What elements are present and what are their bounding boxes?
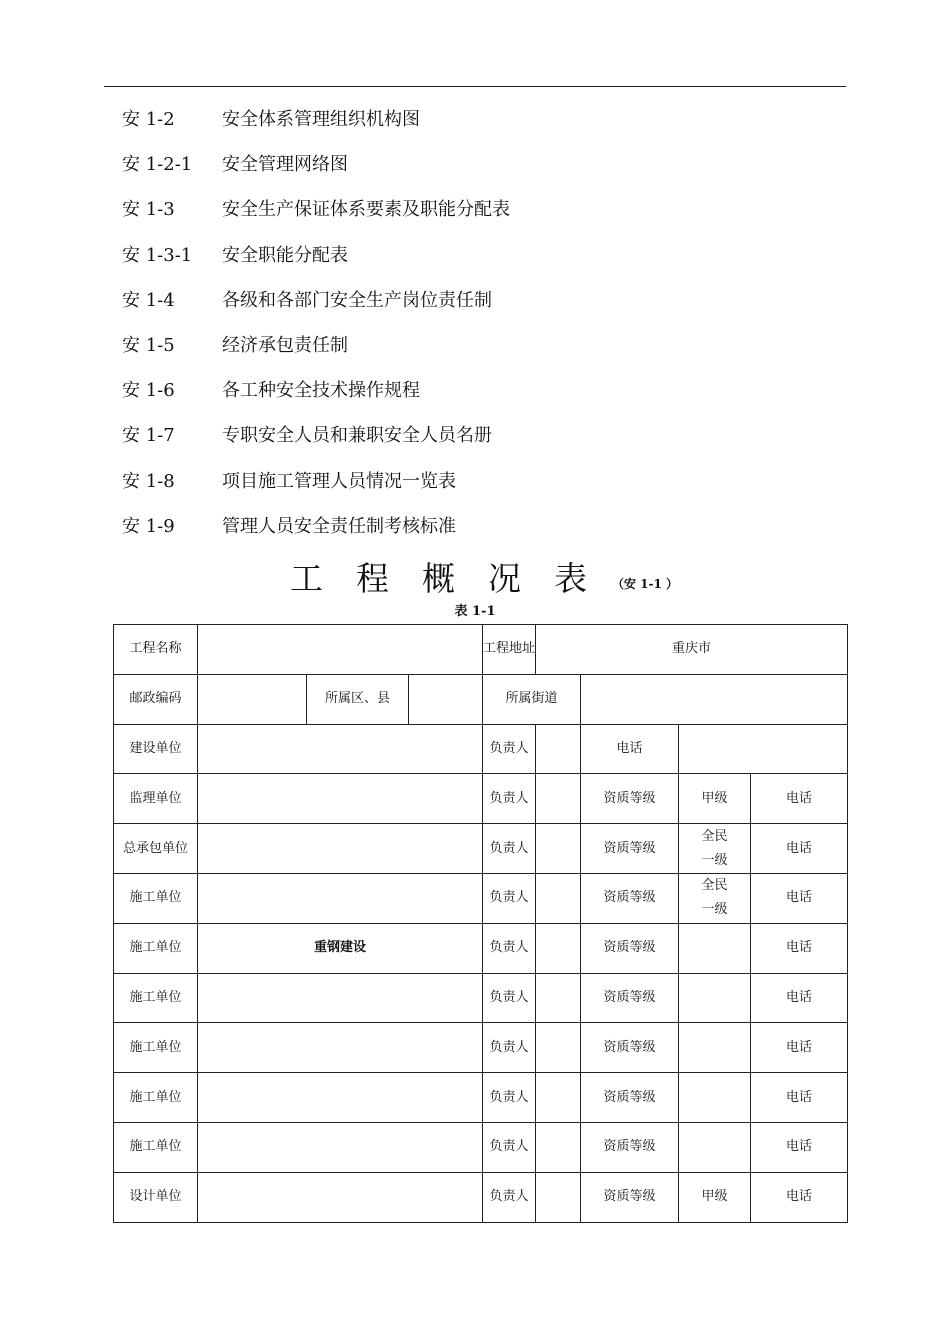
unit-label: 施工单位 (114, 1023, 198, 1073)
toc-code: 安 1-7 (122, 425, 175, 447)
table-row (114, 923, 848, 973)
table-row (114, 873, 848, 923)
unit-name-field[interactable] (198, 923, 483, 973)
table-row (114, 973, 848, 1023)
label-cell: 所属区、县 (307, 674, 409, 724)
grade-field[interactable] (679, 824, 751, 874)
unit-label: 监理单位 (114, 774, 198, 824)
project-address-field[interactable]: 重庆市 (536, 625, 848, 675)
toc-item (122, 151, 822, 196)
table-row (114, 1073, 848, 1123)
label-cell: 工程地址 (483, 625, 536, 675)
toc-item (122, 422, 822, 467)
toc-title: 专职安全人员和兼职安全人员名册 (222, 425, 492, 447)
label-cell: 电话 (751, 973, 848, 1023)
toc-item (122, 332, 822, 377)
grade-field[interactable] (679, 873, 751, 923)
toc-code: 安 1-9 (122, 515, 175, 537)
unit-name-field[interactable] (198, 774, 483, 824)
label-cell: 资质等级 (581, 774, 679, 824)
district-field[interactable] (409, 674, 483, 724)
label-cell: 电话 (751, 1073, 848, 1123)
toc-title: 经济承包责任制 (222, 334, 348, 356)
label-cell: 资质等级 (581, 923, 679, 973)
toc-item (122, 468, 822, 513)
unit-label: 施工单位 (114, 1073, 198, 1123)
toc-title: 各工种安全技术操作规程 (222, 380, 420, 402)
unit-label: 施工单位 (114, 973, 198, 1023)
label-cell: 负责人 (483, 1122, 536, 1172)
toc-title: 各级和各部门安全生产岗位责任制 (222, 289, 492, 311)
table-row (114, 724, 848, 774)
table-row (114, 824, 848, 874)
toc-list (122, 106, 822, 558)
toc-code: 安 1-3 (122, 199, 175, 221)
label-cell: 负责人 (483, 973, 536, 1023)
toc-title: 安全生产保证体系要素及职能分配表 (222, 199, 510, 221)
label-cell: 电话 (751, 923, 848, 973)
project-overview-table (113, 624, 848, 1223)
toc-item (122, 287, 822, 332)
label-cell: 电话 (751, 1172, 848, 1222)
table-label: 表 1-1 (454, 604, 496, 619)
toc-title: 安全体系管理组织机构图 (222, 109, 420, 130)
person-field[interactable] (536, 873, 581, 923)
person-field[interactable] (536, 1023, 581, 1073)
toc-title: 项目施工管理人员情况一览表 (222, 470, 456, 492)
toc-item (122, 242, 822, 287)
toc-code: 安 1-2 (122, 109, 175, 130)
grade-field[interactable] (679, 973, 751, 1023)
unit-name-value: 重钢建设 (314, 940, 367, 956)
street-field[interactable] (581, 674, 848, 724)
person-field[interactable] (536, 774, 581, 824)
label-cell: 负责人 (483, 774, 536, 824)
label-cell: 负责人 (483, 1023, 536, 1073)
person-field[interactable] (536, 824, 581, 874)
toc-code: 安 1-4 (122, 289, 175, 311)
form-title: 工程概况表 (290, 559, 620, 598)
label-cell: 电话 (751, 824, 848, 874)
phone-field[interactable] (679, 724, 848, 774)
unit-name-field[interactable] (198, 1073, 483, 1123)
label-cell: 负责人 (483, 1172, 536, 1222)
grade-field[interactable] (679, 923, 751, 973)
grade-value: 全民一级 (701, 878, 728, 918)
unit-name-field[interactable] (198, 973, 483, 1023)
label-cell: 电话 (751, 873, 848, 923)
label-cell: 负责人 (483, 873, 536, 923)
label-cell: 电话 (751, 1122, 848, 1172)
label-cell: 负责人 (483, 923, 536, 973)
label-cell: 资质等级 (581, 824, 679, 874)
unit-label: 施工单位 (114, 923, 198, 973)
label-cell: 资质等级 (581, 873, 679, 923)
grade-value: 甲级 (701, 790, 728, 806)
unit-label: 施工单位 (114, 873, 198, 923)
label-cell: 所属街道 (483, 674, 581, 724)
unit-name-field[interactable] (198, 1122, 483, 1172)
label-cell: 电话 (581, 724, 679, 774)
unit-label: 设计单位 (114, 1172, 198, 1222)
unit-name-field[interactable] (198, 1172, 483, 1222)
person-field[interactable] (536, 923, 581, 973)
unit-label: 施工单位 (114, 1122, 198, 1172)
unit-name-field[interactable] (198, 724, 483, 774)
label-cell: 负责人 (483, 824, 536, 874)
grade-value: 全民一级 (701, 828, 728, 868)
person-field[interactable] (536, 724, 581, 774)
table-row (114, 1172, 848, 1222)
toc-code: 安 1-8 (122, 470, 175, 492)
table-row (114, 1122, 848, 1172)
toc-title: 安全管理网络图 (222, 154, 348, 176)
unit-name-field[interactable] (198, 824, 483, 874)
person-field[interactable] (536, 1172, 581, 1222)
toc-item (122, 106, 822, 151)
unit-name-field[interactable] (198, 873, 483, 923)
label-cell: 资质等级 (581, 1172, 679, 1222)
table-row (114, 674, 848, 724)
label-cell: 负责人 (483, 1073, 536, 1123)
grade-field[interactable] (679, 774, 751, 824)
label-cell: 电话 (751, 1023, 848, 1073)
label-cell: 负责人 (483, 724, 536, 774)
form-subtitle: （安 1-1 ） (612, 577, 679, 591)
toc-title: 安全职能分配表 (222, 244, 348, 266)
table-row (114, 1023, 848, 1073)
toc-title: 管理人员安全责任制考核标准 (222, 515, 456, 537)
grade-field[interactable] (679, 1023, 751, 1073)
person-field[interactable] (536, 973, 581, 1023)
unit-label: 总承包单位 (114, 824, 198, 874)
toc-code: 安 1-6 (122, 380, 175, 402)
grade-field[interactable] (679, 1172, 751, 1222)
label-cell: 电话 (751, 774, 848, 824)
toc-item (122, 196, 822, 241)
toc-code: 安 1-5 (122, 334, 175, 356)
label-cell: 资质等级 (581, 973, 679, 1023)
grade-value: 甲级 (701, 1189, 728, 1205)
label-cell: 资质等级 (581, 1023, 679, 1073)
grade-field[interactable] (679, 1073, 751, 1123)
form-title-block (0, 556, 950, 602)
toc-item (122, 513, 822, 558)
toc-code: 安 1-3-1 (122, 244, 193, 266)
label-cell: 资质等级 (581, 1122, 679, 1172)
toc-code: 安 1-2-1 (122, 154, 193, 176)
label-cell: 邮政编码 (114, 674, 198, 724)
label-cell: 资质等级 (581, 1073, 679, 1123)
label-cell: 工程名称 (114, 625, 198, 675)
postal-code-field[interactable] (198, 674, 307, 724)
header-rule (104, 86, 846, 87)
project-name-field[interactable] (198, 625, 483, 675)
grade-field[interactable] (679, 1122, 751, 1172)
unit-label: 建设单位 (114, 724, 198, 774)
person-field[interactable] (536, 1073, 581, 1123)
table-row (114, 774, 848, 824)
unit-name-field[interactable] (198, 1023, 483, 1073)
toc-item (122, 377, 822, 422)
person-field[interactable] (536, 1122, 581, 1172)
table-row (114, 625, 848, 675)
